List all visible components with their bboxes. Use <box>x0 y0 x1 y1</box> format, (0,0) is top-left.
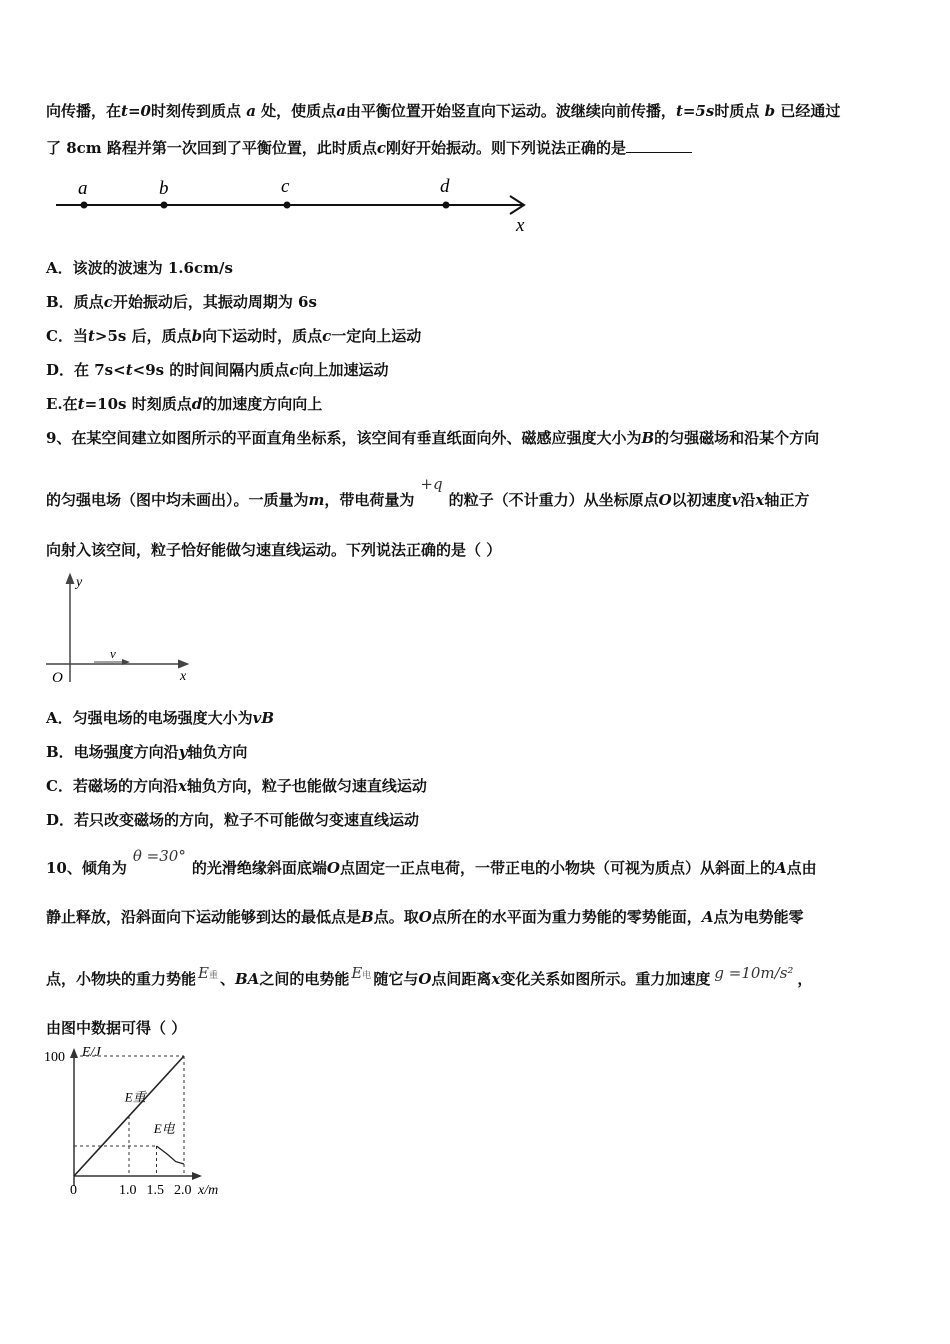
annotation-e-electric: E电 <box>153 1120 175 1136</box>
q8-option-a: A．该波的波速为 1.6cm/s <box>46 259 233 277</box>
charge-symbol: +q <box>420 475 443 493</box>
q10-line-3: 点，小物块的重力势能 E重 、BA之间的电势能 E电 随它与O点间距离x变化关系如图所示。重力加速度 g =10m/s² ， <box>46 964 813 988</box>
q8-line-1: 向传播，在t=0时刻传到质点 a 处，使质点a由平衡位置开始竖直向下运动。波继续向前传播，t=5s时质点 b 已经通过 <box>46 102 841 120</box>
point-d-label: d <box>440 176 450 197</box>
point-c-label: c <box>281 176 290 197</box>
y-axis-label: y <box>76 575 83 590</box>
annotation-e-gravity: E重 <box>124 1089 146 1105</box>
q9-option-d: D．若只改变磁场的方向，粒子不可能做匀变速直线运动 <box>46 811 420 829</box>
q9-line-2: 的匀强电场（图中均未画出）。一质量为m，带电荷量为+q的粒子（不计重力）从坐标原点O以初速度v沿x轴正方 <box>46 475 810 509</box>
q10-line-2: 静止释放，沿斜面向下运动能够到达的最低点是B点。取O点所在的水平面为重力势能的零势能面，A点为电势能零 <box>46 908 804 926</box>
q9-option-c: C．若磁场的方向沿x轴负方向，粒子也能做匀速直线运动 <box>46 777 427 795</box>
q8-option-d: D．在 7s<t<9s 的时间间隔内质点c向上加速运动 <box>46 361 389 379</box>
x-axis-label: x <box>180 669 187 684</box>
point-b-label: b <box>159 178 169 199</box>
q8-option-e: E.在t=10s 时刻质点d的加速度方向向上 <box>46 395 323 413</box>
y-axis-title: E/J <box>82 1045 101 1060</box>
angle-formula: θ =30° <box>132 847 186 865</box>
q9-line-3: 向射入该空间，粒子恰好能做匀速直线运动。下列说法正确的是（ ） <box>46 541 502 559</box>
x-axis-label: x <box>516 215 525 236</box>
origin-label: O <box>52 670 63 686</box>
y-tick-label: 100 <box>44 1050 65 1065</box>
x-axis-title: x/m <box>198 1183 219 1198</box>
coordinate-figure <box>44 570 204 688</box>
x-tick-label: 0 <box>70 1183 77 1198</box>
velocity-label: v <box>110 646 116 661</box>
q9-option-a: A．匀强电场的电场强度大小为vB <box>46 709 275 727</box>
series-e-electric-curve <box>157 1146 185 1164</box>
x-tick-label: 1.5 <box>146 1183 164 1198</box>
x-tick-label: 1.0 <box>119 1183 137 1198</box>
q10-line-4: 由图中数据可得（ ） <box>46 1019 187 1037</box>
q10-line-1: 10、倾角为θ =30°的光滑绝缘斜面底端O点固定一正点电荷，一带正电的小物块（可视为质点）从斜面上的A点由 <box>46 847 817 877</box>
q8-option-c: C．当t>5s 后，质点b向下运动时，质点c一定向上运动 <box>46 327 422 345</box>
q8-option-b: B．质点c开始振动后，其振动周期为 6s <box>46 293 317 311</box>
energy-chart <box>40 1044 240 1204</box>
x-tick-label: 2.0 <box>174 1183 192 1198</box>
q9-line-1: 9、在某空间建立如图所示的平面直角坐标系，该空间有垂直纸面向外、磁感应强度大小为B的匀强磁场和沿某个方向 <box>46 429 820 447</box>
point-a-label: a <box>78 178 88 199</box>
q8-line-2: 了 8cm 路程并第一次回到了平衡位置，此时质点c刚好开始振动。则下列说法正确的是 <box>46 138 692 158</box>
q9-option-b: B．电场强度方向沿y轴负方向 <box>46 743 248 761</box>
gravity-formula: g =10m/s² <box>714 964 794 982</box>
wave-points-figure <box>50 172 540 236</box>
answer-blank <box>626 138 692 153</box>
